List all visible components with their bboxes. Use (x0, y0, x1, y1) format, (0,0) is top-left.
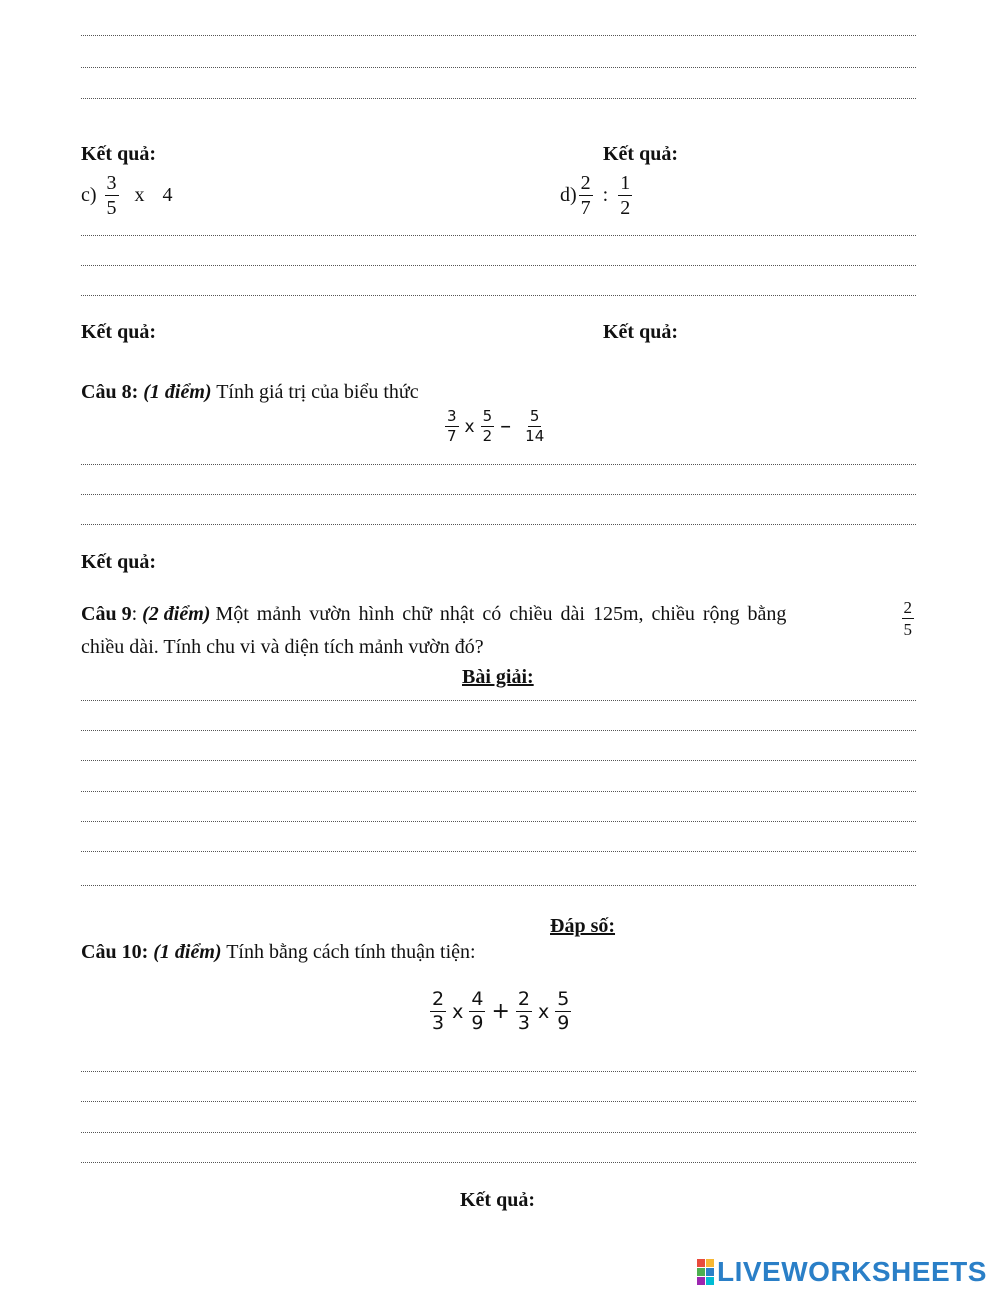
exercise-c (81, 173, 173, 218)
denominator: 2 (620, 197, 631, 219)
answer-line[interactable] (81, 263, 916, 266)
denominator: 2 (482, 427, 493, 445)
fraction (105, 173, 119, 218)
numerator: 5 (482, 407, 493, 425)
fraction (469, 990, 485, 1033)
answer-line[interactable] (81, 819, 916, 822)
question-10-text: Tính bằng cách tính thuận tiện: (226, 941, 476, 963)
denominator: 3 (432, 1012, 445, 1034)
answer-line[interactable] (81, 849, 916, 852)
operator: x (134, 184, 145, 206)
numerator: 5 (557, 988, 570, 1010)
fraction (555, 990, 571, 1033)
result-label-b: Kết quả: (603, 143, 678, 165)
answer-line[interactable] (81, 698, 916, 701)
answer-line[interactable] (81, 293, 916, 296)
logo-blocks-icon (697, 1259, 714, 1285)
denominator: 9 (557, 1012, 570, 1034)
question-8-expression (443, 409, 548, 444)
result-label-c: Kết quả: (81, 321, 156, 343)
answer-line[interactable] (81, 96, 916, 99)
operator: : (602, 184, 609, 206)
answer-line[interactable] (81, 462, 916, 465)
question-10-title: Câu 10: (81, 941, 149, 963)
exercise-d (560, 173, 634, 218)
fraction (445, 409, 459, 444)
logo-block (697, 1268, 705, 1276)
exercise-d-label: d) (560, 184, 577, 206)
fraction (902, 599, 915, 638)
operator: + (491, 999, 510, 1024)
fraction (618, 173, 632, 218)
operator: x (537, 1000, 550, 1023)
numerator: 2 (517, 988, 530, 1010)
logo-block (697, 1277, 705, 1285)
answer-heading: Đáp số: (550, 915, 616, 937)
logo-block (706, 1277, 714, 1285)
exercise-c-label: c) (81, 184, 97, 206)
denominator: 5 (106, 197, 117, 219)
question-8-title: Câu 8: (81, 381, 139, 403)
numerator: 2 (903, 598, 912, 617)
value: 4 (162, 184, 173, 206)
fraction (516, 990, 532, 1033)
logo-text: LIVEWORKSHEETS (717, 1256, 987, 1287)
numerator: 5 (529, 407, 540, 425)
answer-line[interactable] (81, 758, 916, 761)
operator: x (452, 1000, 464, 1023)
fraction (579, 173, 593, 218)
fraction (430, 990, 446, 1033)
answer-line[interactable] (81, 1130, 916, 1133)
answer-line[interactable] (81, 33, 916, 36)
question-10 (81, 941, 476, 964)
result-label-d: Kết quả: (603, 321, 678, 343)
question-9-colon: : (131, 603, 138, 625)
answer-line[interactable] (81, 65, 916, 68)
fraction (523, 409, 546, 444)
question-9-text: Một mảnh vườn hình chữ nhật có chiều dài 125m, chiều rộng bằng (215, 603, 787, 625)
question-8-text: Tính giá trị của biểu thức (216, 381, 419, 403)
question-10-expression (428, 990, 573, 1033)
denominator: 7 (580, 197, 591, 219)
numerator: 4 (471, 988, 484, 1010)
answer-line[interactable] (81, 492, 916, 495)
answer-line[interactable] (81, 233, 916, 236)
denominator: 5 (903, 620, 912, 639)
result-label-f: Kết quả: (460, 1189, 535, 1211)
question-9-points: (2 điểm) (142, 603, 211, 625)
answer-line[interactable] (81, 522, 916, 525)
question-9-title: Câu 9 (81, 603, 132, 625)
numerator: 3 (447, 407, 457, 425)
logo-block (706, 1259, 714, 1267)
question-8-points: (1 điểm) (143, 381, 212, 403)
numerator: 3 (106, 172, 117, 194)
liveworksheets-logo (697, 1256, 987, 1288)
operator: – (500, 414, 512, 439)
denominator: 9 (471, 1012, 484, 1034)
answer-line[interactable] (81, 1160, 916, 1163)
logo-block (706, 1268, 714, 1276)
numerator: 2 (580, 172, 591, 194)
solution-heading: Bài giải: (462, 666, 534, 688)
denominator: 3 (517, 1012, 530, 1034)
question-10-points: (1 điểm) (153, 941, 222, 963)
answer-line[interactable] (81, 728, 916, 731)
answer-line[interactable] (81, 883, 916, 886)
question-8 (81, 381, 419, 404)
answer-line[interactable] (81, 1099, 916, 1102)
result-label-a: Kết quả: (81, 143, 156, 165)
numerator: 1 (620, 172, 631, 194)
denominator: 7 (447, 427, 457, 445)
logo-block (697, 1259, 705, 1267)
question-9 (81, 591, 916, 638)
fraction (481, 409, 495, 444)
result-label-e: Kết quả: (81, 551, 156, 573)
operator: x (464, 416, 475, 437)
numerator: 2 (432, 988, 445, 1010)
denominator: 14 (525, 427, 545, 445)
question-9-text-line2: chiều dài. Tính chu vi và diện tích mảnh vườn đó? (81, 636, 484, 658)
answer-line[interactable] (81, 1069, 916, 1072)
answer-line[interactable] (81, 789, 916, 792)
